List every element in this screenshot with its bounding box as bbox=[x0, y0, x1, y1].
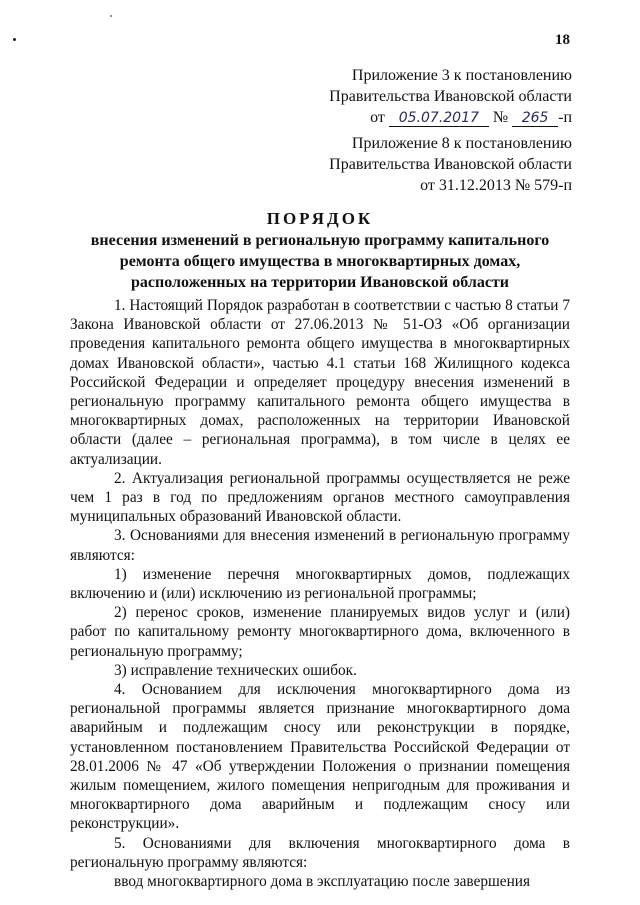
paragraph-3-item-2: 2) перенос сроков, изменение планируемых видов услуг и (или) работ по капитальному ремонту многоквартирного дома, включенного в региональную программу; bbox=[70, 604, 570, 660]
handwritten-date: 05.07.2017 bbox=[389, 110, 489, 127]
appendix-3-header bbox=[329, 65, 572, 128]
title-main: ПОРЯДОК bbox=[266, 209, 374, 228]
appendix-8-line1: Приложение 8 к постановлению bbox=[351, 135, 572, 152]
handwritten-number: 265 bbox=[512, 110, 558, 127]
page-number: 18 bbox=[555, 32, 570, 48]
title-sub-line2: ремонта общего имущества в многоквартирных домах, bbox=[119, 253, 521, 270]
appendix-3-line2: Правительства Ивановской области bbox=[329, 88, 572, 105]
paragraph-1: 1. Настоящий Порядок разработан в соответствии с частью 8 статьи 7 Закона Ивановской области от 27.06.2013 № 51-ОЗ «Об организации проведения капитального ремонта общего имущества в многоквартирных домах Ивановской области», частью 4.1 статьи 168 Жилищного кодекса Российской Федерации и определяет процедуру внесения изменений в региональную программу капитального ремонта общего имущества в многоквартирных домах, расположенных на территории Ивановской области (далее – региональная программа), в том числе в целях ее актуализации. bbox=[70, 297, 570, 468]
appendix-8-header bbox=[329, 133, 572, 196]
appendix-3-line1: Приложение 3 к постановлению bbox=[351, 67, 572, 84]
appendix-3-line3 bbox=[329, 107, 572, 128]
scan-speck bbox=[13, 38, 16, 41]
paragraph-3-item-1: 1) изменение перечня многоквартирных домов, подлежащих включению и (или) исключению из региональной программы; bbox=[70, 565, 570, 603]
paragraph-2: 2. Актуализация региональной программы осуществляется не реже чем 1 раз в год по предложениям органов местного самоуправления муниципальных образований Ивановской области. bbox=[70, 469, 570, 526]
number-suffix: -п bbox=[558, 109, 572, 126]
paragraph-4: 4. Основанием для исключения многоквартирного дома из региональной программы является признание многоквартирного дома аварийным и подлежащим сносу или реконструкции в порядке, установленном постановлением Правительства Российской Федерации от 28.01.2006 № 47 «Об утверждении Положения о признании помещения жилым помещением, жилого помещения непригодным для проживания и многоквартирного дома аварийным и подлежащим сносу или реконструкции». bbox=[70, 681, 570, 833]
paragraph-3: 3. Основаниями для внесения изменений в региональную программу являются: bbox=[70, 527, 570, 564]
title-sub-line3: расположенных на территории Ивановской области bbox=[130, 274, 509, 291]
number-prefix: № bbox=[492, 109, 509, 126]
title-sub-line1: внесения изменений в региональную программу капитального bbox=[90, 232, 550, 249]
appendix-8-line3: от 31.12.2013 № 579-п bbox=[420, 177, 572, 194]
document-title bbox=[70, 208, 570, 293]
appendix-8-line2: Правительства Ивановской области bbox=[329, 156, 572, 173]
paragraph-5: 5. Основаниями для включения многоквартирного дома в региональную программу являются: bbox=[70, 834, 570, 871]
paragraph-3-item-3: 3) исправление технических ошибок. bbox=[114, 661, 357, 679]
paragraph-5-item-1: ввод многоквартирного дома в эксплуатацию после завершения bbox=[114, 873, 530, 891]
from-prefix: от bbox=[370, 109, 385, 126]
document-body bbox=[70, 296, 570, 891]
scan-speck bbox=[110, 15, 112, 17]
